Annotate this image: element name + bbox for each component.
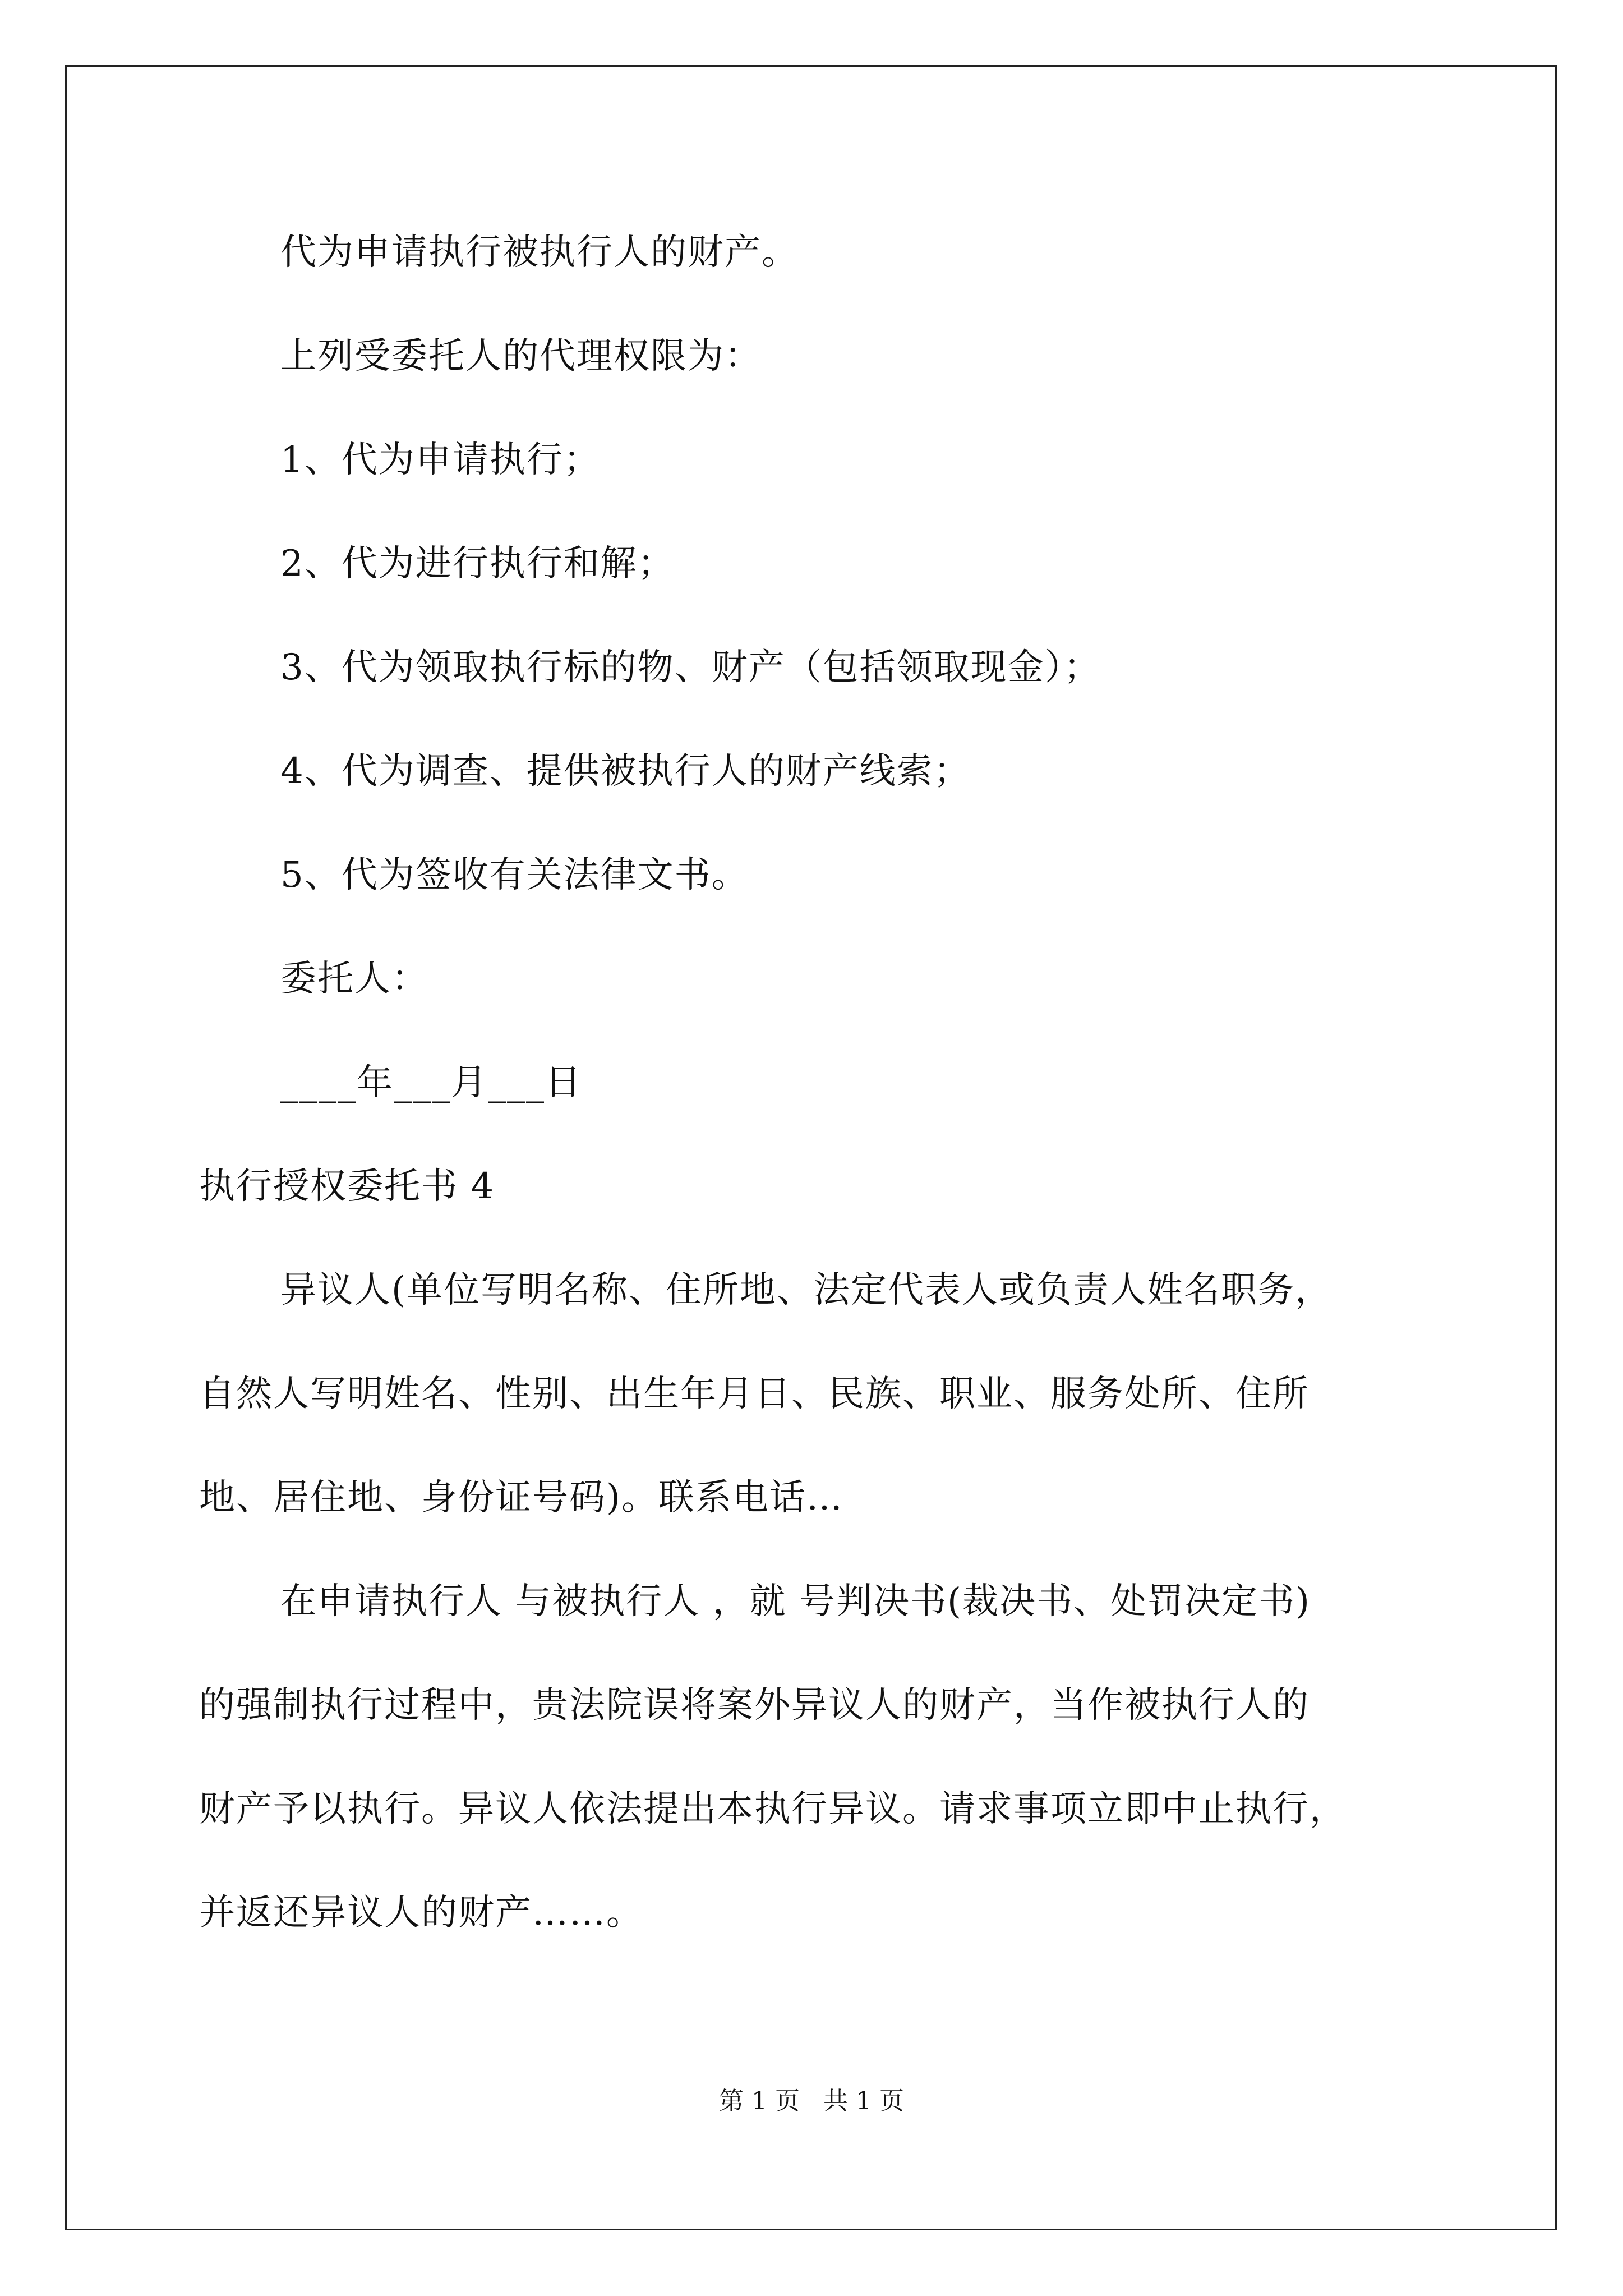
list-item: 4、代为调查、提供被执行人的财产线索； <box>280 751 971 792</box>
text-line: 代为申请执行被执行人的财产。 <box>280 232 799 273</box>
page-footer: 第 1 页 共 1 页 <box>719 2087 904 2115</box>
date-line: ____年___月___日 <box>280 1062 582 1103</box>
section-heading: 执行授权委托书 4 <box>199 1166 495 1207</box>
list-item: 5、代为签收有关法律文书。 <box>280 854 749 896</box>
paragraph-line: 并返还异议人的财产……。 <box>199 1892 643 1934</box>
list-item: 2、代为进行执行和解； <box>280 543 675 585</box>
paragraph-line: 异议人(单位写明名称、住所地、法定代表人或负责人姓名职务， <box>280 1269 1332 1311</box>
list-item: 3、代为领取执行标的物、财产（包括领取现金）； <box>280 647 1101 688</box>
paragraph-line: 自然人写明姓名、性别、出生年月日、民族、职业、服务处所、住所 <box>199 1373 1310 1415</box>
list-item: 1、代为申请执行； <box>280 439 601 481</box>
text-line: 上列受委托人的代理权限为： <box>280 335 762 377</box>
paragraph-line: 的强制执行过程中，贵法院误将案外异议人的财产，当作被执行人的 <box>199 1685 1310 1726</box>
paragraph-line: 在申请执行人 与被执行人 ，就 号判决书(裁决书、处罚决定书) <box>280 1581 1311 1622</box>
paragraph-line: 地、居住地、身份证号码)。联系电话… <box>199 1477 843 1519</box>
paragraph-line: 财产予以执行。异议人依法提出本执行异议。请求事项立即中止执行， <box>199 1788 1347 1830</box>
signature-label: 委托人： <box>280 958 428 1000</box>
